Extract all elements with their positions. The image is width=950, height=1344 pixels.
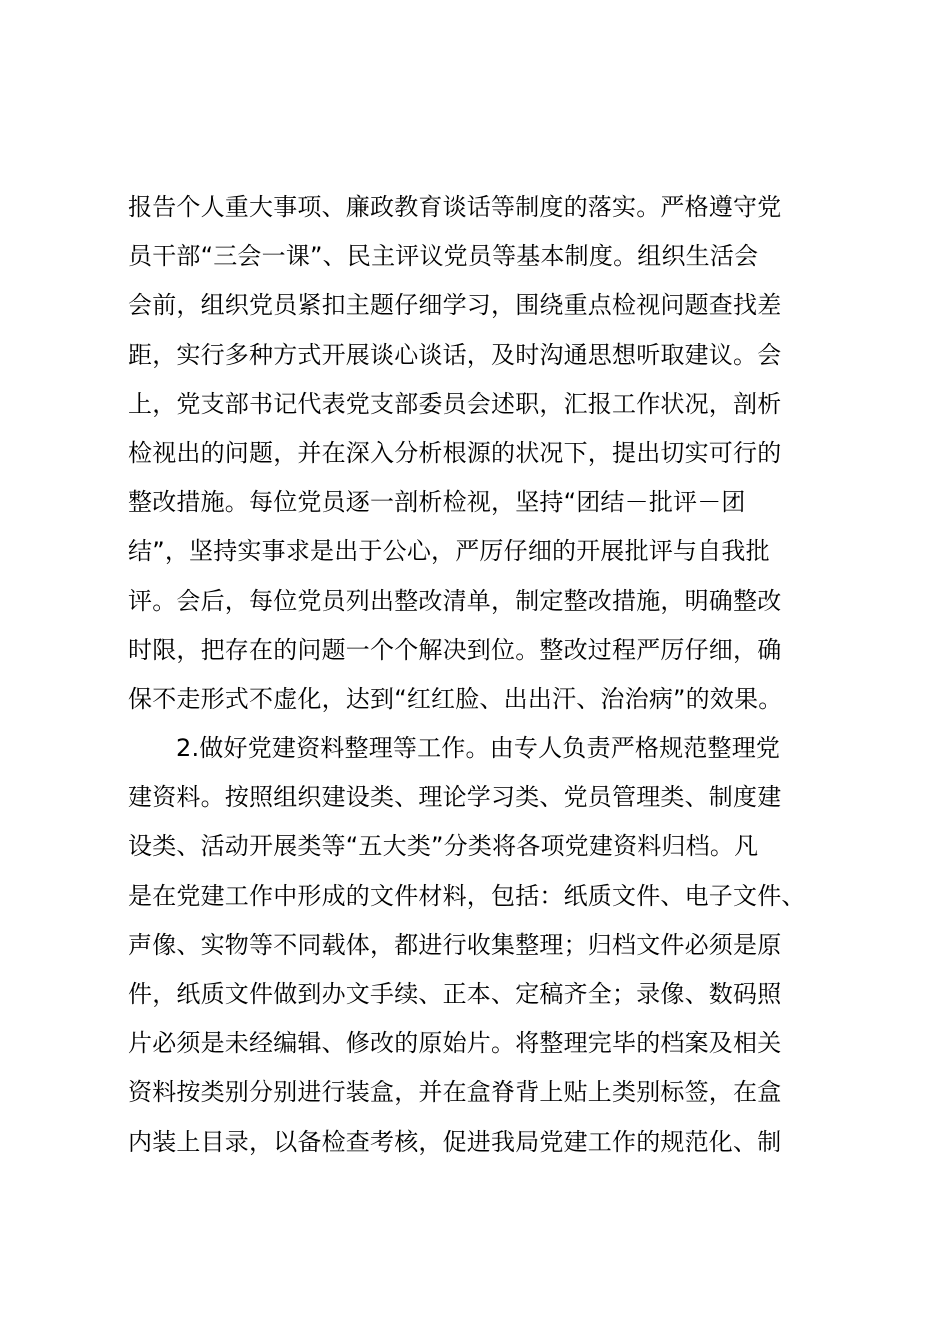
- text-line: 时限，把存在的问题一个个解决到位。整改过程严厉仔细，确: [128, 635, 782, 664]
- text-line: 上，党支部书记代表党支部委员会述职，汇报工作状况，剖析: [128, 389, 782, 418]
- text-line: 保不走形式不虚化，达到“红红脸、出出汗、治治病”的效果。: [128, 684, 783, 713]
- text-line: 整改措施。每位党员逐一剖析检视，坚持“团结－批评－团: [128, 488, 746, 517]
- text-line: 报告个人重大事项、廉政教育谈话等制度的落实。严格遵守党: [128, 193, 782, 221]
- text-line: 内装上目录，以备检查考核，促进我局党建工作的规范化、制: [128, 1127, 782, 1156]
- text-line: 检视出的问题，并在深入分析根源的状况下，提出切实可行的: [128, 438, 782, 467]
- text-line: 设类、活动开展类等“五大类”分类将各项党建资料归档。凡: [128, 832, 759, 861]
- document-body: [128, 183, 848, 1167]
- text-line: 是在党建工作中形成的文件材料，包括：纸质文件、电子文件、: [128, 881, 806, 910]
- text-line: 件，纸质文件做到办文手续、正本、定稿齐全；录像、数码照: [128, 980, 782, 1008]
- paragraph-start-line: 2.做好党建资料整理等工作。由专人负责严格规范整理党: [176, 734, 781, 763]
- text-line: 会前，组织党员紧扣主题仔细学习，围绕重点检视问题查找差: [128, 291, 782, 320]
- text-line: 资料按类别分别进行装盒，并在盒脊背上贴上类别标签，在盒: [128, 1078, 782, 1107]
- text-line: 距，实行多种方式开展谈心谈话，及时沟通思想听取建议。会: [128, 340, 782, 369]
- text-line: 声像、实物等不同载体，都进行收集整理；归档文件必须是原: [128, 930, 782, 959]
- text-line: 片必须是未经编辑、修改的原始片。将整理完毕的档案及相关: [128, 1029, 782, 1058]
- text-line: 建资料。按照组织建设类、理论学习类、党员管理类、制度建: [128, 783, 782, 812]
- text-line: 员干部“三会一课”、民主评议党员等基本制度。组织生活会: [128, 242, 759, 271]
- text-line: 结”，坚持实事求是出于公心，严厉仔细的开展批评与自我批: [128, 537, 770, 566]
- text-line: 评。会后，每位党员列出整改清单，制定整改措施，明确整改: [128, 586, 782, 615]
